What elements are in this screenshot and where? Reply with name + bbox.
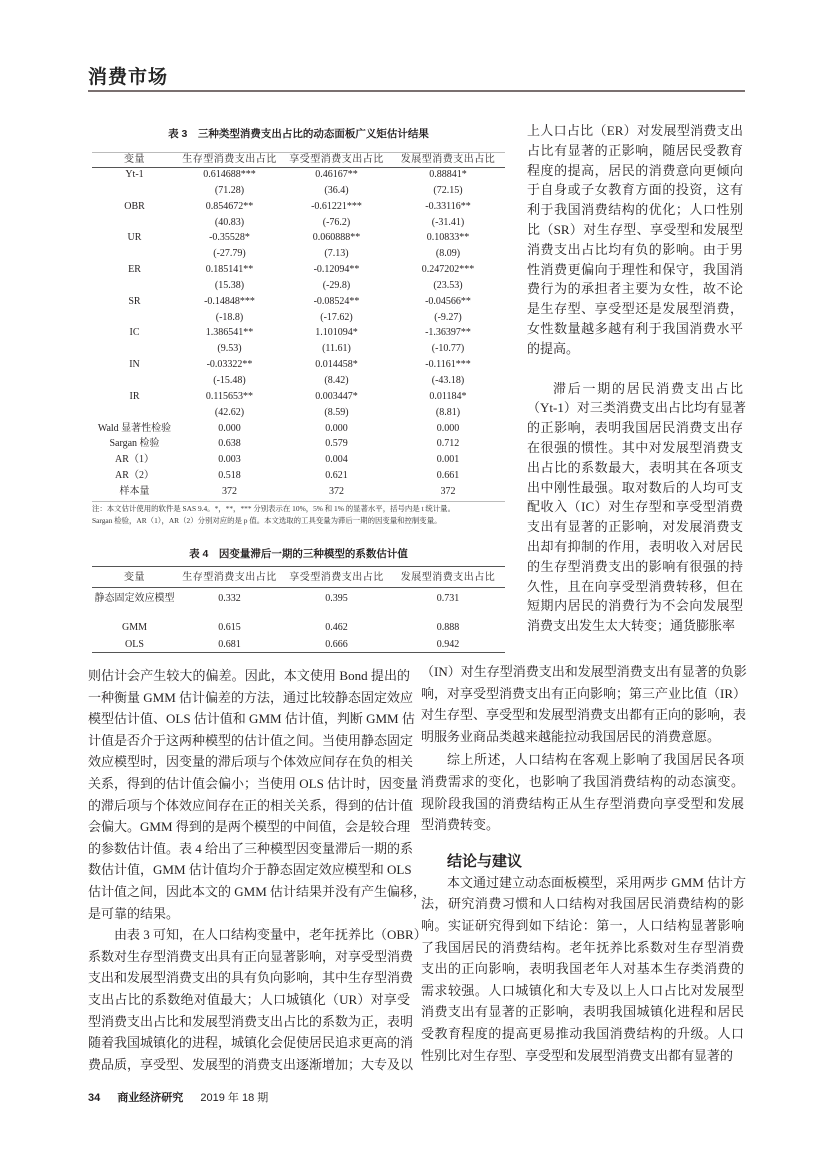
- text-line: 会偏大。GMM 得到的是两个模型的中间值，会是较合理: [88, 819, 410, 835]
- table-cell: (-10.77): [431, 343, 465, 355]
- table-row: [92, 230, 505, 246]
- table3-note-line: Sargan 检验，AR（1），AR（2）分别对应的是 p 值。本文选取的工具变量为滞后一期的因变量和控制变量。: [92, 516, 442, 525]
- table-cell: (-9.27): [434, 311, 462, 323]
- text-line: 效应模型时，因变量的滞后项与个体效应间存在负的相关: [88, 754, 414, 770]
- table-row: [92, 619, 505, 636]
- table3-title: 表 3 三种类型消费支出占比的动态面板广义矩估计结果: [168, 128, 429, 140]
- section-heading: 结论与建议: [447, 852, 523, 870]
- section-title: 消费市场: [88, 67, 169, 88]
- table-cell: -0.1161***: [425, 359, 471, 371]
- issue-label: 2019 年 18 期: [200, 1092, 269, 1104]
- table-cell: (-17.62): [320, 311, 353, 323]
- text-line: 随着我国城镇化的进程，城镇化会促使居民追求更高的消: [88, 1035, 414, 1051]
- table-cell: -0.14848***: [204, 295, 255, 307]
- page-footer: [88, 1089, 282, 1105]
- text-line: 性消费更偏向于理性和保守，我国消: [527, 261, 743, 277]
- table-cell: 0.060888**: [312, 232, 361, 244]
- table-row: [92, 278, 505, 294]
- table-row: [92, 389, 505, 405]
- text-line: 是生存型、享受型还是发展型消费，: [527, 301, 743, 317]
- text-line: 响。实证研究得到如下结论：第一，人口结构显著影响: [421, 917, 744, 933]
- table-cell: (-76.2): [322, 216, 351, 228]
- table-cell: 0.115653**: [205, 390, 254, 402]
- table-cell: 0.001: [436, 454, 460, 466]
- table-cell: [92, 183, 177, 199]
- table-cell: 0.247202***: [421, 264, 475, 276]
- column-header: 发展型消费支出占比: [400, 154, 496, 165]
- header-rule: [88, 90, 745, 92]
- text-line: 型消费支出占比和发展型消费支出占比的系数为正，表明: [88, 1013, 414, 1029]
- text-line: 型消费转变。: [421, 817, 500, 833]
- table-cell: 0.185141**: [205, 264, 254, 276]
- table-cell: 0.004: [325, 454, 348, 466]
- table-cell: 0.942: [436, 639, 460, 650]
- table-cell: 0.000: [436, 422, 460, 434]
- table-row: [92, 373, 505, 389]
- table-cell: AR（1）: [115, 454, 154, 466]
- table-cell: 0.712: [436, 438, 460, 450]
- table-cell: 0.01184*: [429, 390, 467, 402]
- table-cell: [92, 310, 177, 326]
- text-line: （Yt-1）对三类消费支出占比均有显著: [527, 400, 746, 416]
- table-cell: [92, 246, 177, 262]
- table-cell: (8.09): [435, 248, 461, 260]
- table-cell: 0.681: [218, 639, 241, 650]
- table-cell: 0.579: [325, 438, 348, 450]
- text-line: 的参数估计值。表 4 给出了三种模型因变量滞后一期的系: [88, 840, 414, 856]
- table4-header-rule: [92, 587, 505, 588]
- table-cell: (15.38): [214, 279, 245, 291]
- table-row: [92, 590, 505, 607]
- table-cell: 0.88841*: [429, 169, 467, 180]
- table-row: [92, 341, 505, 357]
- text-line: 出却有抑制的作用，表明收入对居民: [527, 538, 743, 554]
- text-line: 利于我国消费结构的优化；人口性别: [527, 202, 743, 218]
- text-line: 对生存型、享受型和发展型消费支出都有正向的影响，表: [421, 707, 747, 723]
- table-cell: -0.33116**: [425, 200, 471, 212]
- text-line: 短期内居民的消费行为不会向发展型: [527, 598, 743, 614]
- table3-bottom-rule: [92, 501, 505, 502]
- table4-top-rule: [92, 566, 505, 567]
- table-row: [92, 183, 505, 199]
- text-line: 在很强的惯性。其中对发展型消费支: [527, 439, 743, 455]
- table-cell: 0.615: [218, 622, 241, 633]
- table-cell: (23.53): [433, 279, 463, 291]
- table-header-row: [92, 568, 505, 588]
- text-line: 的滞后项与个体效应间存在正的相关关系，得到的估计值: [88, 797, 414, 813]
- text-line: 明服务业商品类越来越能拉动我国居民的消费意愿。: [421, 728, 721, 744]
- text-line: 滞后一期的居民消费支出占比: [553, 380, 743, 396]
- text-line: 模型估计值、OLS 估计值和 GMM 估计值，判断 GMM 估: [88, 711, 415, 727]
- text-line: 法，研究消费习惯和人口结构对我国居民消费结构的影: [421, 896, 744, 912]
- table-cell: -1.36397**: [425, 327, 471, 339]
- text-line: 消费需求的变化，也影响了我国消费结构的动态演变。: [421, 773, 744, 789]
- table-row: [92, 636, 505, 653]
- text-line: 由表 3 可知，在人口结构变量中，老年抚养比（OBR）: [114, 927, 427, 943]
- text-line: 数估计值，GMM 估计值均介于静态固定效应模型和 OLS: [88, 862, 412, 878]
- right-lower-column: [421, 661, 747, 1066]
- table-cell: 静态固定效应模型: [94, 593, 175, 604]
- table-cell: IR: [129, 390, 140, 402]
- table-row: [92, 452, 505, 468]
- text-line: 消费支出占比均有负的影响。由于男: [527, 241, 743, 257]
- table-cell: -0.12094**: [313, 264, 360, 276]
- column-header: 变量: [124, 154, 145, 165]
- table-cell: 372: [440, 485, 456, 497]
- text-line: 计值是否介于这两种模型的估计值之间。当使用静态固定: [88, 732, 414, 748]
- table-cell: 0.462: [325, 622, 348, 633]
- table-cell: 0.46167**: [315, 169, 358, 180]
- table-cell: 0.888: [436, 622, 460, 633]
- table-cell: 0.854672**: [205, 200, 254, 212]
- table-cell: (71.28): [214, 184, 245, 196]
- text-line: 本文通过建立动态面板模型，采用两步 GMM 估计方: [447, 874, 747, 890]
- table-cell: 0.000: [218, 422, 241, 434]
- table-cell: Sargan 检验: [109, 438, 160, 450]
- text-line: 女性数量越多越有利于我国消费水平: [527, 320, 743, 336]
- text-line: 程度的提高，居民的消费意向更倾向: [527, 162, 743, 178]
- table-cell: -0.35528*: [209, 232, 250, 244]
- text-line: 的正影响，表明我国居民消费支出存: [527, 420, 743, 436]
- table-cell: 372: [222, 485, 237, 497]
- text-line: 关系，得到的估计值会偏小；当使用 OLS 估计时，因变量: [88, 775, 419, 791]
- table-cell: AR（2）: [115, 470, 154, 482]
- text-line: 出中刚性最强。取对数后的人均可支: [527, 479, 743, 495]
- text-line: 的提高。: [527, 340, 580, 356]
- table-cell: 372: [329, 485, 344, 497]
- table-cell: (-43.18): [431, 374, 465, 386]
- text-line: （IN）对生存型消费支出和发展型消费支出有显著的负影: [421, 664, 747, 679]
- text-line: 上人口占比（ER）对发展型消费支出: [527, 123, 743, 138]
- text-line: 支出的正向影响，表明我国老年人对基本生存类消费的: [421, 961, 744, 977]
- column-header: 变量: [124, 572, 145, 583]
- table-cell: (-29.8): [322, 279, 351, 291]
- table-row: [92, 468, 505, 484]
- table-cell: (-27.79): [213, 248, 246, 260]
- table-cell: Yt-1: [125, 169, 144, 180]
- table-cell: 0.661: [436, 470, 460, 482]
- table-cell: 0.621: [325, 470, 348, 482]
- text-line: 配收入（IC）对生存型和享受型消费: [527, 499, 743, 515]
- text-line: 的生存型消费支出的影响有很强的持: [527, 558, 743, 574]
- table3-note: [92, 503, 512, 527]
- table-row: [92, 215, 505, 231]
- table-cell: 0.614688***: [203, 169, 256, 180]
- table-row: [92, 436, 505, 452]
- column-header: 享受型消费支出占比: [289, 572, 384, 583]
- table-cell: (9.53): [217, 343, 242, 355]
- text-line: 现阶段我国的消费结构正从生存型消费向享受型和发展: [421, 795, 744, 811]
- text-line: 于自身或子女教育方面的投资，这有: [527, 182, 743, 198]
- table-row: [92, 484, 505, 500]
- page-number: 34: [88, 1092, 101, 1104]
- table-cell: (8.59): [324, 406, 349, 418]
- text-line: 比（SR）对生存型、享受型和发展型: [527, 221, 743, 237]
- table3-header-rule: [92, 167, 505, 168]
- text-line: 系数对生存型消费支出具有正向显著影响，对享受型消费: [88, 948, 414, 964]
- table-cell: 0.000: [325, 422, 348, 434]
- table-cell: [92, 341, 177, 357]
- table4: [92, 568, 505, 653]
- table-cell: (7.13): [324, 248, 349, 260]
- text-line: 费行为的承担者主要为女性，故不论: [527, 281, 743, 297]
- text-line: 出占比的系数最大，表明其在各项支: [527, 459, 743, 475]
- table-cell: 1.386541**: [205, 327, 254, 339]
- table-cell: IC: [129, 327, 140, 339]
- table-cell: 样本量: [119, 485, 150, 497]
- table-cell: (-31.41): [431, 216, 465, 228]
- table-row: [92, 310, 505, 326]
- table3: [92, 152, 505, 500]
- table-cell: 0.003: [218, 454, 241, 466]
- table-cell: Wald 显著性检验: [97, 422, 172, 434]
- table-cell: [92, 373, 177, 389]
- table-row: [92, 421, 505, 437]
- table-cell: -0.03322**: [206, 359, 253, 371]
- text-line: 支出占比的系数绝对值最大；人口城镇化（UR）对享受: [88, 991, 410, 1007]
- text-line: 则估计会产生较大的偏差。因此，本文使用 Bond 提出的: [88, 668, 410, 683]
- table-cell: (36.4): [324, 184, 349, 196]
- table-cell: (11.61): [322, 343, 351, 355]
- table-cell: (72.15): [433, 184, 463, 196]
- text-line: 估计值之间，因此本文的 GMM 估计结果并没有产生偏移，: [88, 883, 427, 899]
- table-row: [92, 405, 505, 421]
- text-line: 消费支出发生太大转变；通货膨胀率: [527, 618, 736, 634]
- table-header-row: [92, 152, 505, 167]
- table-row: [92, 325, 505, 341]
- table-cell: SR: [128, 295, 141, 307]
- table-cell: 0.332: [218, 593, 241, 604]
- table-cell: -0.08524**: [313, 295, 360, 307]
- table-cell: (-18.8): [215, 311, 244, 323]
- column-header: 生存型消费支出占比: [182, 572, 277, 583]
- table-cell: -0.04566**: [425, 295, 471, 307]
- column-header: 发展型消费支出占比: [400, 572, 496, 583]
- journal-name: 商业经济研究: [117, 1092, 184, 1104]
- table-row: [92, 294, 505, 310]
- table-cell: 0.10833**: [426, 232, 470, 244]
- left-lower-column: [88, 665, 427, 1075]
- text-line: 需求较强。人口城镇化和大专及以上人口占比对发展型: [421, 982, 744, 998]
- text-line: 支出和发展型消费支出的具有负向影响，其中生存型消费: [88, 970, 414, 986]
- table-cell: (42.62): [214, 406, 245, 418]
- text-line: 一种衡量 GMM 估计偏差的方法，通过比较静态固定效应: [88, 689, 414, 705]
- table-row: [92, 167, 505, 183]
- table4-bottom-rule: [92, 652, 505, 653]
- table-row: [92, 246, 505, 262]
- table-cell: [92, 405, 177, 421]
- text-line: 性别比对生存型、享受型和发展型消费支出都有显著的: [421, 1047, 734, 1063]
- table-cell: UR: [127, 232, 142, 244]
- table-cell: (40.83): [214, 216, 245, 228]
- table-cell: IN: [129, 359, 140, 371]
- table-cell: (8.42): [324, 374, 349, 386]
- table-cell: 0.518: [218, 470, 241, 482]
- table4-title: 表 4 因变量滞后一期的三种模型的系数估计值: [189, 548, 408, 560]
- table-cell: 0.731: [436, 593, 460, 604]
- text-line: 是可靠的结果。: [88, 905, 180, 921]
- text-line: 支出有显著的正影响，对发展消费支: [527, 519, 743, 535]
- table3-note-line: 注：本文估计使用的软件是 SAS 9.4。*，**，*** 分别表示在 10%，5% 和 1% 的显著水平，括号内是 t 统计量。: [92, 504, 455, 513]
- text-line: 久性，且在向享受型消费转移，但在: [527, 578, 743, 594]
- table-cell: 0.638: [218, 438, 241, 450]
- table-cell: [92, 215, 177, 231]
- table-cell: OBR: [124, 200, 145, 212]
- table-cell: [92, 278, 177, 294]
- text-line: 了我国居民的消费结构。老年抚养比系数对生存型消费: [421, 939, 744, 955]
- table-cell: -0.61221***: [311, 200, 362, 212]
- table-cell: GMM: [121, 622, 147, 633]
- table-cell: 0.003447*: [315, 390, 358, 402]
- table-cell: 1.101094*: [315, 327, 358, 339]
- column-header: 享受型消费支出占比: [289, 154, 384, 165]
- text-line: 响，对享受型消费支出有正向影响；第三产业比值（IR）: [421, 685, 747, 701]
- table-cell: ER: [128, 264, 141, 276]
- text-line: 费品质，享受型、发展型的消费支出逐渐增加；大专及以: [88, 1056, 414, 1072]
- table-cell: OLS: [125, 639, 144, 650]
- table-row: [92, 357, 505, 373]
- column-header: 生存型消费支出占比: [182, 154, 277, 165]
- table-row: [92, 262, 505, 278]
- table-cell: 0.395: [325, 593, 348, 604]
- text-line: 占比有显著的正影响，随居民受教育: [527, 142, 743, 158]
- right-upper-column: [527, 121, 746, 636]
- table-cell: 0.014458*: [315, 359, 358, 371]
- text-line: 消费支出有显著的正影响，表明我国城镇化进程和居民: [421, 1004, 744, 1020]
- table-row: [92, 199, 505, 215]
- table-cell: 0.666: [325, 639, 348, 650]
- text-line: 受教育程度的提高更易推动我国消费结构的升级。人口: [421, 1025, 744, 1041]
- text-line: 综上所述，人口结构在客观上影响了我国居民各项: [447, 752, 744, 768]
- table-cell: (8.81): [435, 406, 461, 418]
- table-cell: (-15.48): [213, 374, 246, 386]
